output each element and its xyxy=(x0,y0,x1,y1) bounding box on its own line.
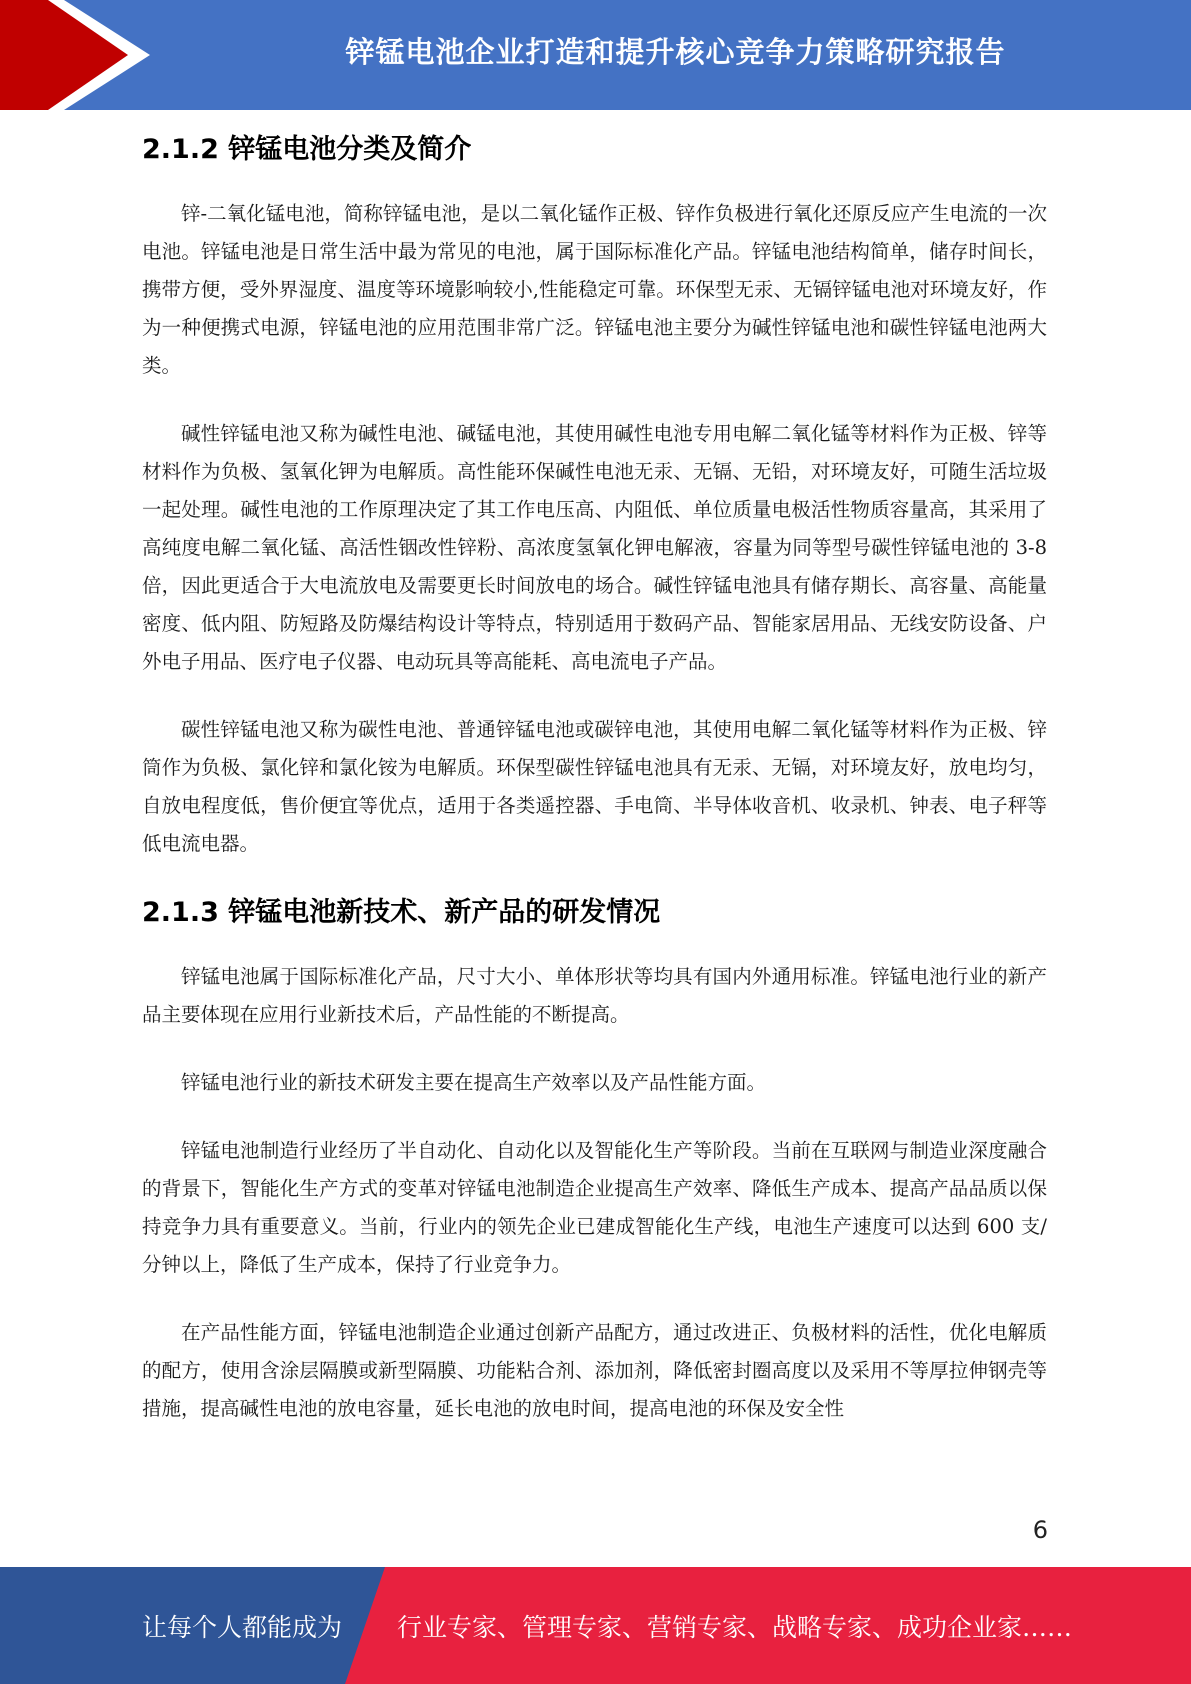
paragraph: 锌锰电池行业的新技术研发主要在提高生产效率以及产品性能方面。 xyxy=(181,1071,767,1094)
section-heading: 2.1.3 锌锰电池新技术、新产品的研发情况 xyxy=(142,897,661,928)
paragraph: 锌锰电池制造行业经历了半自动化、自动化以及智能化生产等阶段。当前在互联网与制造业深度融合的背景下，智能化生产方式的变革对锌锰电池制造企业提高生产效率、降低生产成本、提高产品品质以保持竞争力具有重要意义。当前，行业内的领先企业已建成智能化生产线，电池生产速度可以达到 600 支/分钟以上，降低了生产成本，保持了行业竞争力。 xyxy=(142,1139,1047,1276)
page-header xyxy=(0,0,1191,110)
paragraph: 碳性锌锰电池又称为碳性电池、普通锌锰电池或碳锌电池，其使用电解二氧化锰等材料作为正极、锌筒作为负极、氯化锌和氯化铵为电解质。环保型碳性锌锰电池具有无汞、无镉，对环境友好，放电均匀，自放电程度低，售价便宜等优点，适用于各类遥控器、手电筒、半导体收音机、收录机、钟表、电子秤等低电流电器。 xyxy=(142,718,1047,855)
paragraph: 在产品性能方面，锌锰电池制造企业通过创新产品配方，通过改进正、负极材料的活性，优化电解质的配方，使用含涂层隔膜或新型隔膜、功能粘合剂、添加剂，降低密封圈高度以及采用不等厚拉伸钢壳等措施，提高碱性电池的放电容量，延长电池的放电时间，提高电池的环保及安全性 xyxy=(142,1321,1047,1420)
paragraph: 碱性锌锰电池又称为碱性电池、碱锰电池，其使用碱性电池专用电解二氧化锰等材料作为正极、锌等材料作为负极、氢氧化钾为电解质。高性能环保碱性电池无汞、无镉、无铅，对环境友好，可随生活垃圾一起处理。碱性电池的工作原理决定了其工作电压高、内阻低、单位质量电极活性物质容量高，其采用了高纯度电解二氧化锰、高活性铟改性锌粉、高浓度氢氧化钾电解液，容量为同等型号碳性锌锰电池的 3-8 倍，因此更适合于大电流放电及需要更长时间放电的场合。碱性锌锰电池具有储存期长、高容量、高能量密度、低内阻、防短路及防爆结构设计等特点，特别适用于数码产品、智能家居用品、无线安防设备、户外电子用品、医疗电子仪器、电动玩具等高能耗、高电流电子产品。 xyxy=(142,422,1047,673)
page-number: 6 xyxy=(1032,1516,1048,1544)
paragraph: 锌-二氧化锰电池，简称锌锰电池，是以二氧化锰作正极、锌作负极进行氧化还原反应产生电流的一次电池。锌锰电池是日常生活中最为常见的电池，属于国际标准化产品。锌锰电池结构简单，储存时间长，携带方便，受外界湿度、温度等环境影响较小,性能稳定可靠。环保型无汞、无镉锌锰电池对环境友好，作为一种便携式电源，锌锰电池的应用范围非常广泛。锌锰电池主要分为碱性锌锰电池和碳性锌锰电池两大类。 xyxy=(142,202,1047,377)
page-footer xyxy=(0,1567,1191,1684)
document-body xyxy=(142,130,1047,1458)
footer-slogan-left: 让每个人都能成为 xyxy=(142,1612,343,1642)
paragraph: 锌锰电池属于国际标准化产品，尺寸大小、单体形状等均具有国内外通用标准。锌锰电池行业的新产品主要体现在应用行业新技术后，产品性能的不断提高。 xyxy=(142,965,1047,1026)
footer-slogan-right: 行业专家、管理专家、营销专家、战略专家、成功企业家…… xyxy=(397,1612,1073,1642)
report-title: 锌锰电池企业打造和提升核心竞争力策略研究报告 xyxy=(345,34,1006,69)
section-heading: 2.1.2 锌锰电池分类及简介 xyxy=(142,134,472,165)
